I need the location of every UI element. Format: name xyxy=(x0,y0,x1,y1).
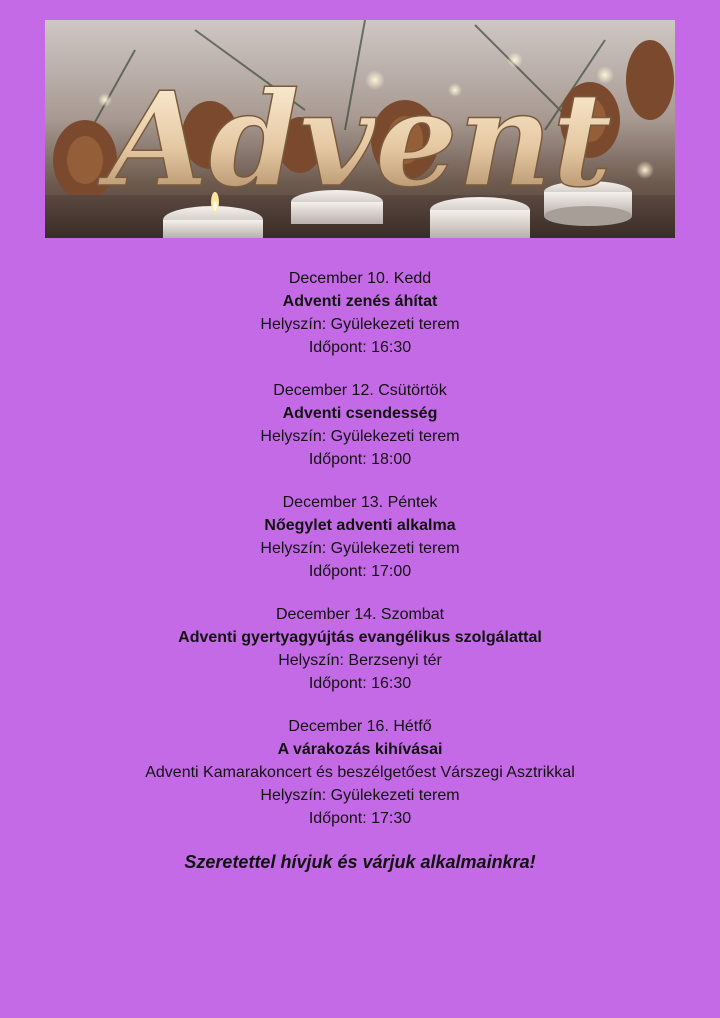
event-location: Helyszín: Gyülekezeti terem xyxy=(260,428,460,445)
event-title: Nőegylet adventi alkalma xyxy=(264,517,456,534)
event-title: A várakozás kihívásai xyxy=(277,741,443,758)
event-date: December 13. Péntek xyxy=(282,494,438,511)
event-item xyxy=(0,267,720,359)
event-date: December 14. Szombat xyxy=(275,606,445,623)
event-item xyxy=(0,715,720,830)
event-item xyxy=(0,379,720,471)
event-time: Időpont: 17:30 xyxy=(308,810,412,827)
event-item xyxy=(0,603,720,695)
advent-banner-illustration xyxy=(45,20,675,238)
event-location: Helyszín: Berzsenyi tér xyxy=(278,652,442,669)
event-date: December 12. Csütörtök xyxy=(273,382,447,399)
advent-banner-image xyxy=(45,20,675,238)
event-title: Adventi csendesség xyxy=(282,405,438,422)
event-time: Időpont: 18:00 xyxy=(308,451,412,468)
event-date: December 16. Hétfő xyxy=(288,718,432,735)
event-location: Helyszín: Gyülekezeti terem xyxy=(260,316,460,333)
advent-banner-word: Advent xyxy=(107,63,613,216)
event-title: Adventi gyertyagyújtás evangélikus szolgálattal xyxy=(178,629,542,646)
event-title: Adventi zenés áhítat xyxy=(282,293,438,310)
event-time: Időpont: 16:30 xyxy=(308,339,412,356)
event-item xyxy=(0,491,720,583)
event-subtitle: Adventi Kamarakoncert és beszélgetőest Várszegi Asztrikkal xyxy=(145,764,575,781)
event-location: Helyszín: Gyülekezeti terem xyxy=(260,787,460,804)
event-time: Időpont: 16:30 xyxy=(308,675,412,692)
event-date: December 10. Kedd xyxy=(288,270,432,287)
event-time: Időpont: 17:00 xyxy=(308,563,412,580)
closing-invitation: Szeretettel hívjuk és várjuk alkalmainkra! xyxy=(184,852,536,872)
event-schedule xyxy=(0,267,720,850)
event-location: Helyszín: Gyülekezeti terem xyxy=(260,540,460,557)
